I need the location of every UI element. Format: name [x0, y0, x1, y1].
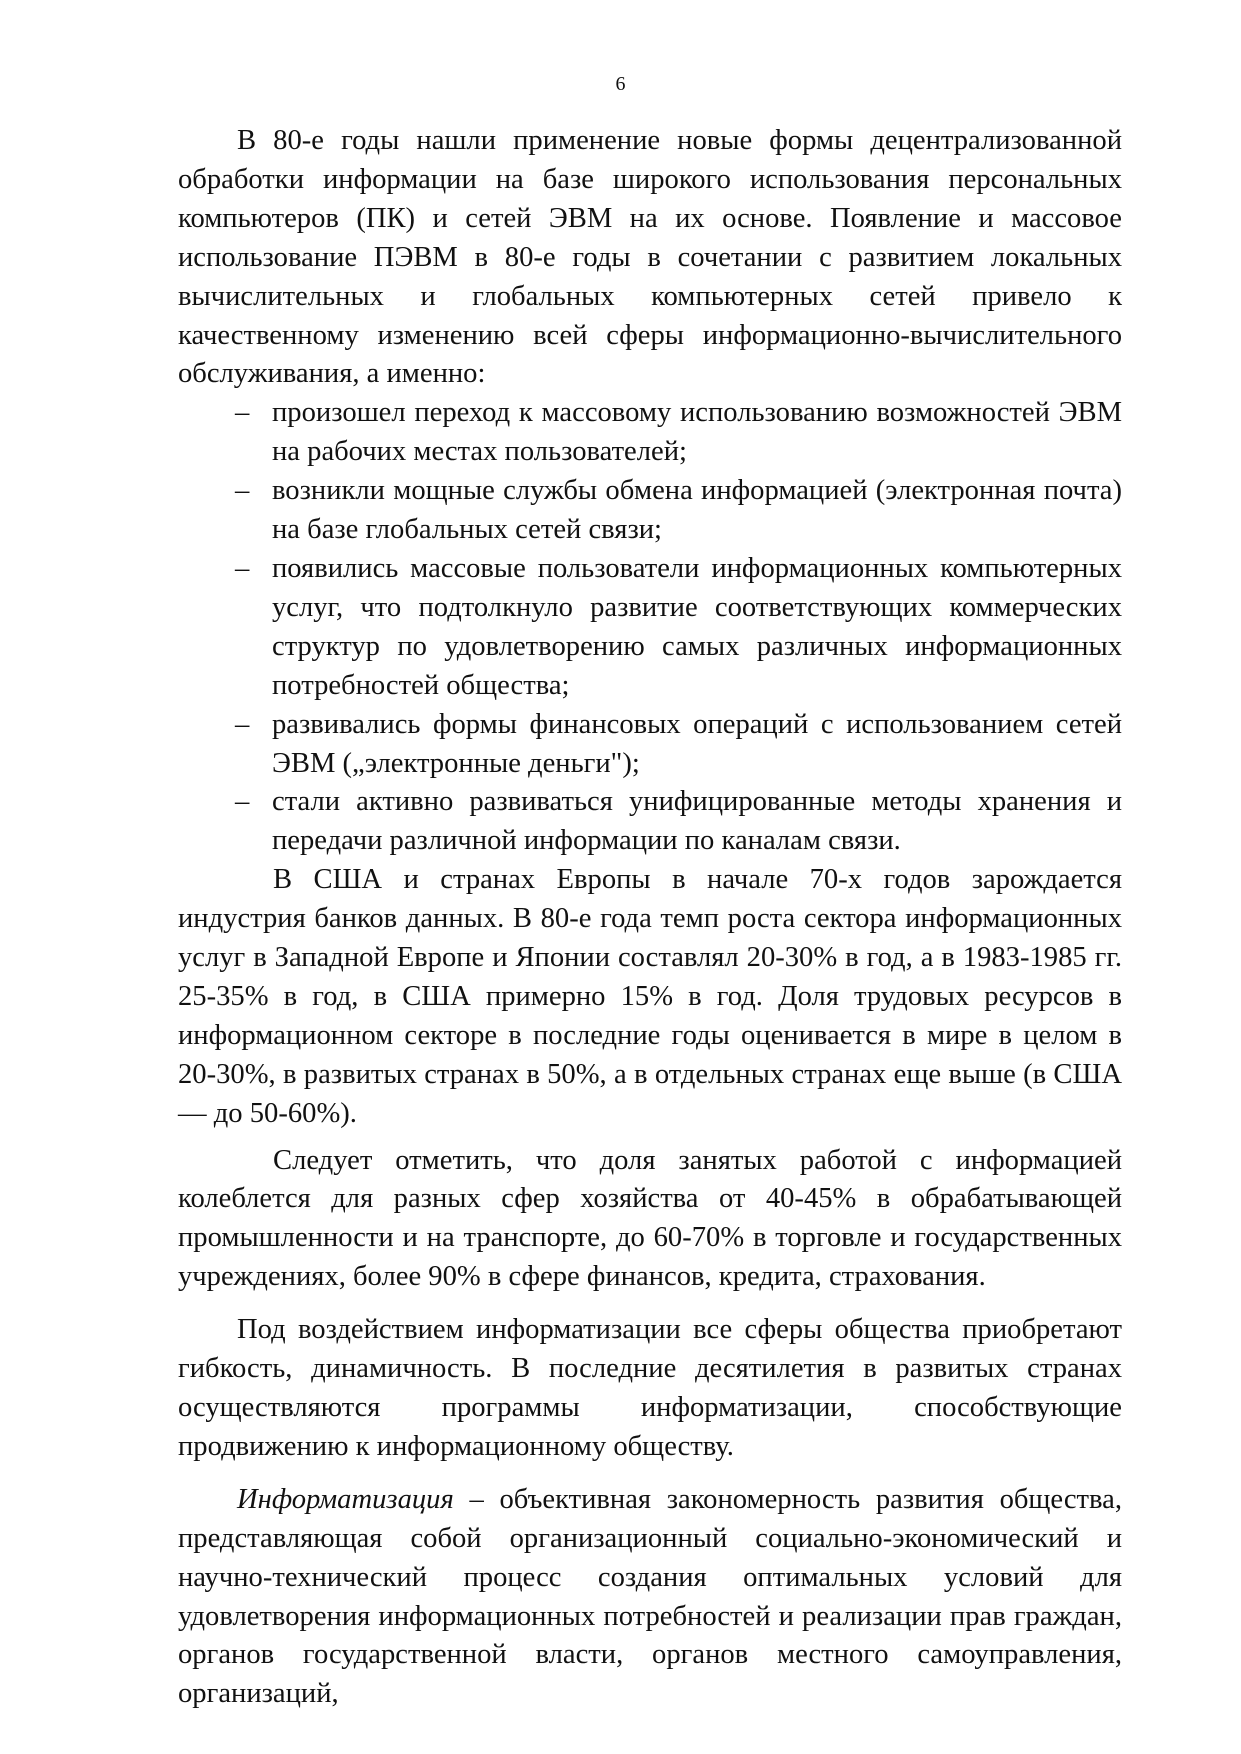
bullet-list — [178, 394, 1122, 861]
paragraph-usa: В США и странах Европы в начале 70-х годов зарождается индустрия банков данных. В 80-е года темп роста сектора информационных услуг в Западной Европе и Японии составлял 20-30% в год, а в 1983-1985 гг. 25-35% в год, в США примерно 15% в год. Доля трудовых ресурсов в информационном секторе в последние годы оценивается в мире в целом в 20-30%, в развитых странах в 50%, а в отдельных странах еще выше (в США — до 50-60%). — [178, 864, 1122, 1129]
list-item-text: стали активно развиваться унифицированные методы хранения и передачи различной информации по каналам связи. — [272, 786, 1122, 857]
list-item — [178, 706, 1122, 784]
bullet-marker: – — [235, 552, 250, 584]
paragraph-definition — [178, 1481, 1122, 1714]
paragraph-influence: Под воздействием информатизации все сферы общества приобретают гибкость, динамичность. В последние десятилетия в развитых странах осуществляются программы информатизации, способствующие продвижению к информационному обществу. — [178, 1314, 1122, 1462]
list-item — [178, 550, 1122, 706]
list-item-text: развивались формы финансовых операций с использованием сетей ЭВМ („электронные деньги"); — [272, 708, 1122, 779]
paragraph-intro: В 80-е годы нашли применение новые формы децентрализованной обработки информации на базе широкого использования персональных компьютеров (ПК) и сетей ЭВМ на их основе. Появление и массовое использование ПЭВМ в 80-е годы в сочетании с развитием локальных вычислительных и глобальных компьютерных сетей привело к качественному изменению всей сферы информационно-вычислительного обслуживания, а именно: — [178, 125, 1122, 390]
list-item-text: возникли мощные службы обмена информацией (электронная почта) на базе глобальных сетей связи; — [272, 475, 1122, 546]
document-body — [178, 122, 1122, 1714]
list-item — [178, 472, 1122, 550]
list-item — [178, 394, 1122, 472]
definition-text: – объективная закономерность развития общества, представляющая собой организационный социально-экономический и научно-технический процесс создания оптимальных условий для удовлетворения информационных потребностей и реализации прав граждан, органов государственной власти, органов местного самоуправления, организаций, — [178, 1483, 1122, 1710]
bullet-marker: – — [235, 475, 250, 507]
list-item-text: появились массовые пользователи информационных компьютерных услуг, что подтолкнуло развитие соответствующих коммерческих структур по удовлетворению самых различных информационных потребностей общества; — [272, 552, 1122, 701]
definition-term: Информатизация — [237, 1483, 454, 1515]
bullet-marker: – — [235, 397, 250, 429]
list-item-text: произошел переход к массовому использованию возможностей ЭВМ на рабочих местах пользователей; — [272, 397, 1122, 468]
bullet-marker: – — [235, 708, 250, 740]
page-number: 6 — [615, 73, 626, 95]
bullet-marker: – — [235, 786, 250, 818]
paragraph-share: Следует отметить, что доля занятых работой с информацией колеблется для разных сфер хозяйства от 40-45% в обрабатывающей промышленности и на транспорте, до 60-70% в торговле и государственных учреждениях, более 90% в сфере финансов, кредита, страхования. — [178, 1144, 1122, 1293]
list-item — [178, 783, 1122, 861]
